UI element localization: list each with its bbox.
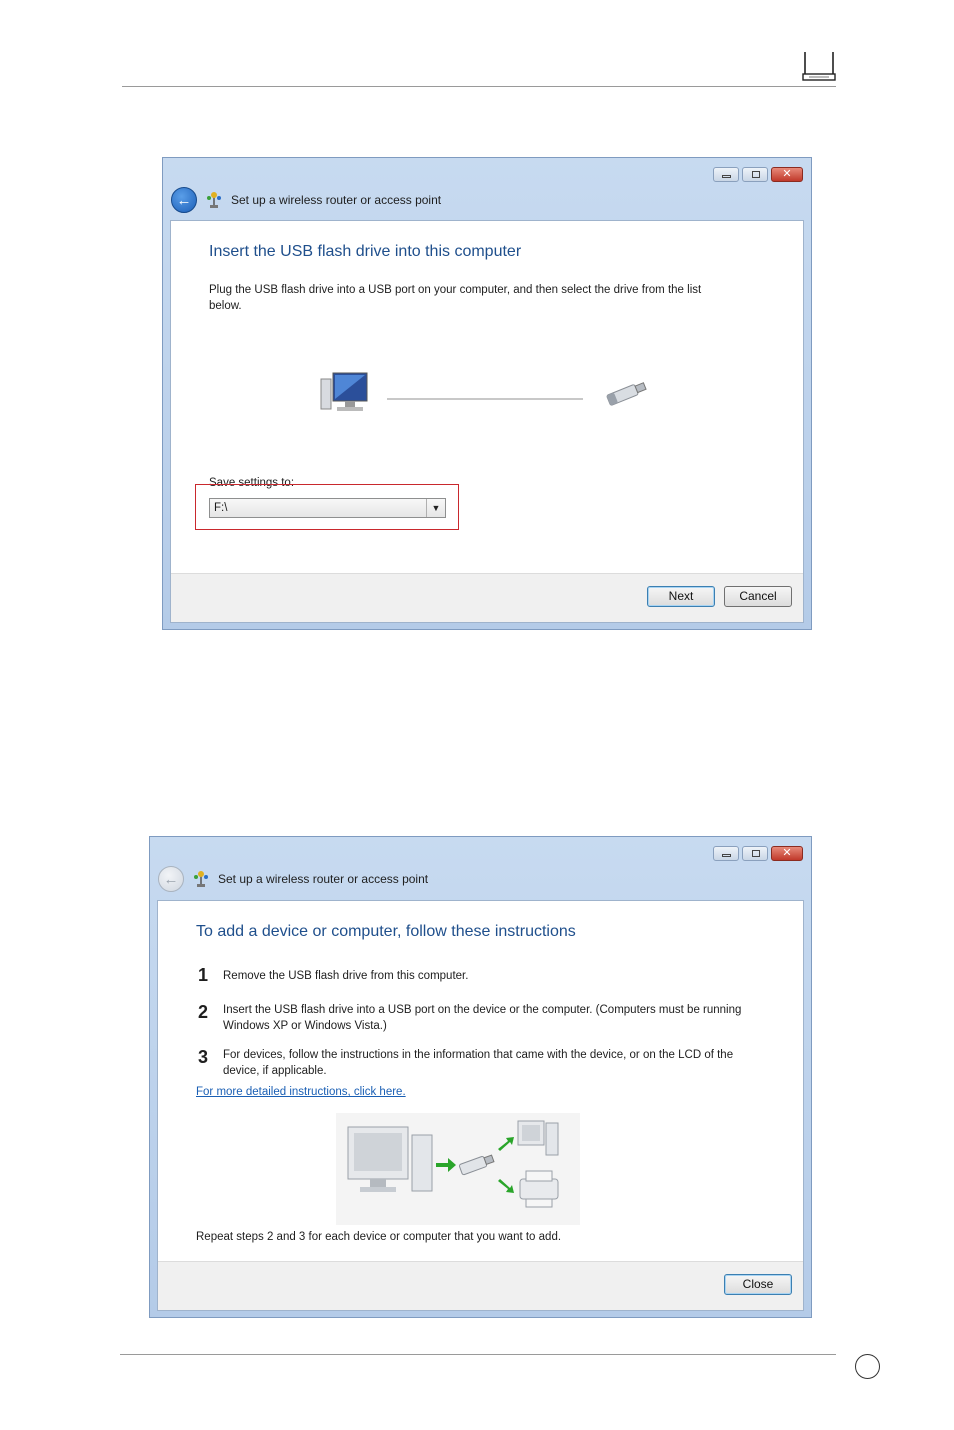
save-settings-label: Save settings to: (209, 477, 295, 489)
step-text: Insert the USB flash drive into a USB port on the device or the computer. (Computers must be running Windows XP or Windows Vista.) (223, 1004, 742, 1032)
window-controls (713, 846, 803, 861)
maximize-button[interactable] (742, 167, 768, 182)
page-heading: To add a device or computer, follow these instructions (196, 923, 576, 940)
nav-row (171, 186, 441, 214)
cancel-button[interactable]: Cancel (724, 586, 792, 607)
back-arrow-icon[interactable]: ← (171, 187, 197, 213)
page-number-circle (855, 1354, 880, 1379)
wizard-title: Set up a wireless router or access point (231, 193, 442, 207)
step-number: 2 (198, 1002, 209, 1022)
usb-drive-icon (601, 379, 651, 407)
network-wizard-icon (205, 191, 223, 209)
close-window-button[interactable] (771, 167, 803, 182)
minimize-button[interactable] (713, 846, 739, 861)
highlight-box (195, 484, 459, 530)
button-bar (158, 1261, 803, 1310)
step-number: 1 (198, 965, 209, 985)
network-wizard-icon (192, 870, 210, 888)
computer-icon (319, 369, 371, 417)
next-button[interactable]: Next (647, 586, 715, 607)
repeat-steps-text: Repeat steps 2 and 3 for each device or computer that you want to add. (196, 1231, 562, 1243)
step-text: For devices, follow the instructions in the information that came with the device, or on the LCD of the device, if applicable. (223, 1049, 734, 1077)
minimize-button[interactable] (713, 167, 739, 182)
detailed-instructions-link[interactable]: For more detailed instructions, click here. (196, 1086, 406, 1098)
wizard-content (157, 900, 804, 1311)
window-controls (713, 167, 803, 182)
wizard-window-2 (149, 836, 812, 1318)
chevron-down-icon[interactable]: ▼ (426, 499, 445, 517)
header-rule (122, 86, 836, 87)
instruction-text: Plug the USB flash drive into a USB port on your computer, and then select the drive from the list below. (209, 284, 702, 312)
wizard-content (170, 220, 804, 623)
maximize-button[interactable] (742, 846, 768, 861)
drive-select-value: F:\ (214, 502, 228, 514)
router-icon (801, 50, 837, 84)
wizard-title: Set up a wireless router or access point (218, 872, 429, 886)
nav-row (158, 865, 428, 893)
close-button[interactable]: Close (724, 1274, 792, 1295)
step-number: 3 (198, 1047, 209, 1067)
devices-illustration (336, 1113, 580, 1225)
connection-line (387, 398, 583, 400)
step-text: Remove the USB flash drive from this computer. (223, 970, 469, 982)
wizard-window-1 (162, 157, 812, 630)
page-heading: Insert the USB flash drive into this computer (209, 243, 522, 260)
close-window-button[interactable] (771, 846, 803, 861)
footer-rule (120, 1354, 836, 1355)
button-bar (171, 573, 803, 622)
back-arrow-icon: ← (158, 866, 184, 892)
